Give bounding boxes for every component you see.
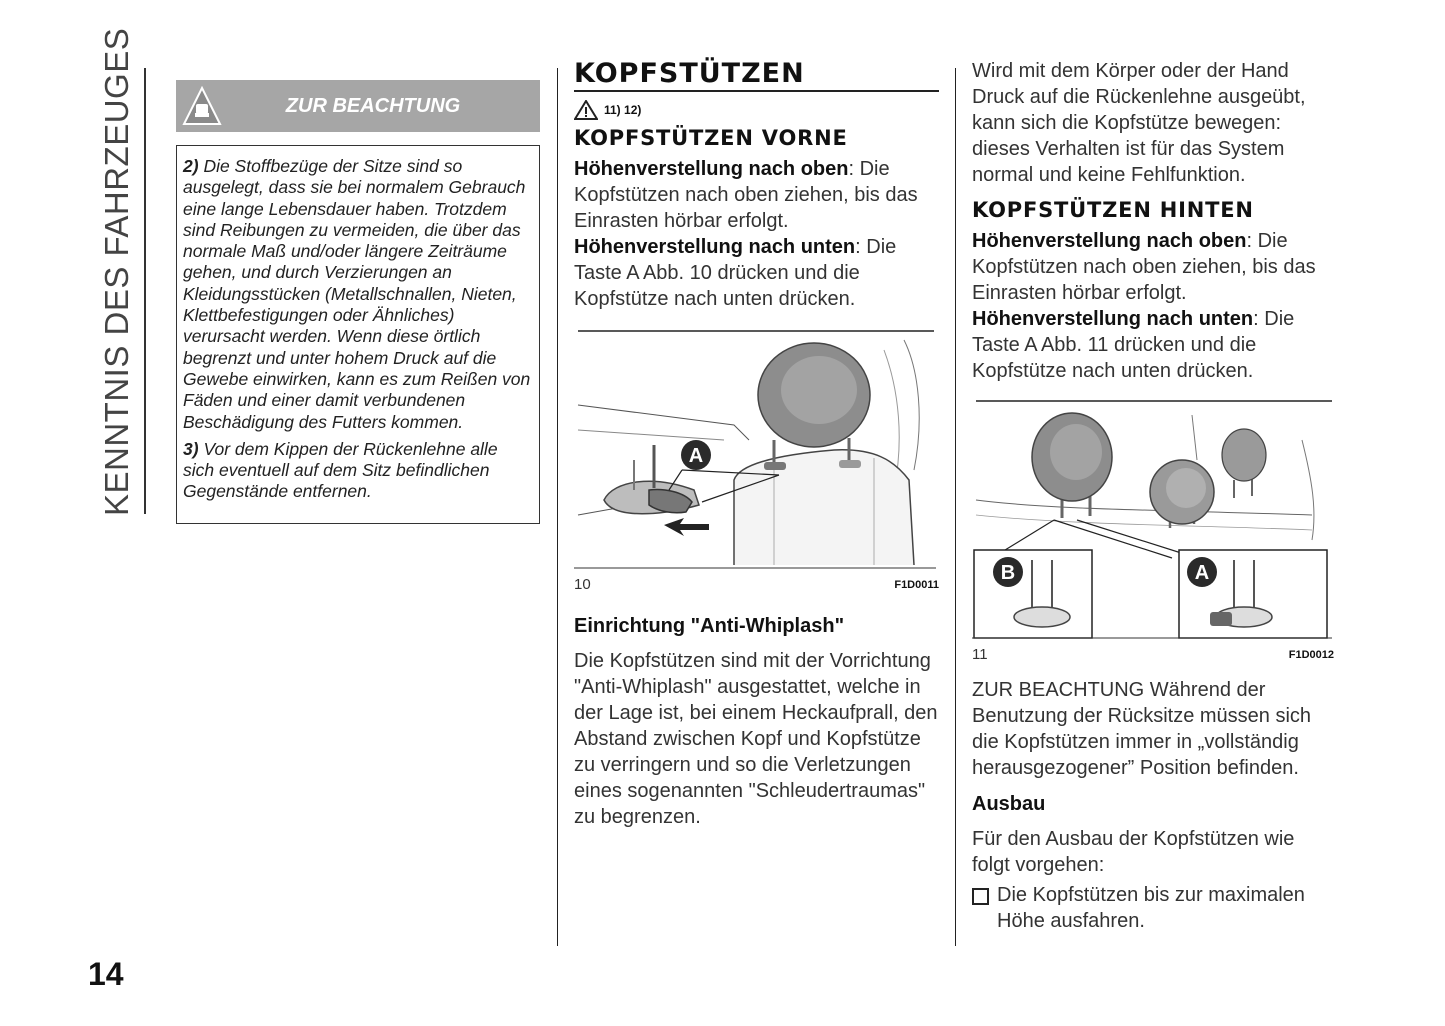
height-up-text: : Die Kopfstützen nach oben ziehen, bis das Einrasten hörbar erfolgt. [574,158,918,232]
bullet-box-icon [972,888,989,905]
figure-number: 10 [574,576,591,593]
height-up-label: Höhenverstellung nach oben [972,230,1247,252]
warning-header [176,80,540,132]
height-up-paragraph [972,228,1334,306]
height-up-paragraph [574,156,939,234]
column-divider [955,68,956,946]
reference-numbers: 11) 12) [604,103,642,117]
note-text: Vor dem Kippen der Rückenlehne alle sich eventuell auf dem Sitz befindlichen Gegenstände entfernen. [183,438,498,502]
section-heading: KOPFSTÜTZEN [574,58,939,92]
beachtung-paragraph: ZUR BEACHTUNG Während der Benutzung der Rücksitze müssen sich die Kopfstützen immer in „vollständig herausgezogener” Position befinden. [972,679,1312,779]
callout-a: A [1194,562,1210,584]
warning-note-2 [183,156,533,433]
bullet-text: Die Kopfstützen bis zur maximalen Höhe ausfahren. [997,884,1305,932]
intro-paragraph: Wird mit dem Körper oder der Hand Druck auf die Rückenlehne ausgeübt, kann sich die Kopfstütze bewegen: dieses Verhalten ist für das System normal und keine Fehlfunktion. [972,60,1306,186]
height-down-label: Höhenverstellung nach unten [972,308,1254,330]
figure-11 [972,400,1334,663]
note-number: 2) [183,156,199,176]
note-number: 3) [183,438,199,459]
height-up-label: Höhenverstellung nach oben [574,158,849,180]
warning-references [574,100,939,120]
subheading-front: KOPFSTÜTZEN VORNE [574,126,848,150]
figure-code: F1D0011 [894,578,939,591]
warning-title: ZUR BEACHTUNG [285,94,461,117]
ausbau-text: Für den Ausbau der Kopfstützen wie folgt vorgehen: [972,828,1295,876]
subheading-rear: KOPFSTÜTZEN HINTEN [972,198,1254,222]
figure-caption [574,576,939,593]
bullet-item [972,882,1334,934]
warning-box [176,145,540,524]
anti-whiplash-text: Die Kopfstützen sind mit der Vorrichtung "Anti-Whiplash" ausgestattet, welche in der Lage ist, bei einem Heckaufprall, den Abstand zwischen Kopf und Kopfstütze zu verringern und so die Verletzungen eines sogenannten "Schleudertraumas" zu begrenzen. [574,650,938,828]
height-down-text: : Die Taste A Abb. 11 drücken und die Kopfstütze nach unten drücken. [972,308,1295,382]
warning-triangle-icon [574,100,598,120]
callout-b: B [1000,562,1016,584]
figure-number: 11 [972,646,988,663]
side-divider [144,68,146,514]
front-headrest-illustration [574,330,936,570]
figure-caption [972,646,1334,663]
rear-headrest-illustration [972,400,1332,640]
warning-seat-icon [182,86,222,126]
callout-a: A [688,445,704,467]
height-down-text: : Die Taste A Abb. 10 drücken und die Kopfstütze nach unten drücken. [574,236,897,310]
height-down-label: Höhenverstellung nach unten [574,236,856,258]
height-down-paragraph [574,234,939,312]
rear-headrests-column [972,58,1334,934]
warning-note-3 [183,439,533,503]
anti-whiplash-heading: Einrichtung "Anti-Whiplash" [574,615,845,637]
figure-10 [574,330,939,593]
section-side-title: KENNTNIS DES FAHRZEUGES [98,27,135,516]
note-text: Die Stoffbezüge der Sitze sind so ausgelegt, dass sie bei normalem Gebrauch eine lange Lebensdauer haben. Trotzdem sind Reibungen zu vermeiden, die über das normale Maß und/oder längere Zeiträume gehen, und durch Verzierungen an Kleidungsstücken (Metallschnallen, Nieten, Klettbefestigungen oder Ähnliches) verursacht werden. Wenn diese örtlich begrenzt und unter hohem Druck auf die Gewebe einwirken, kann es zum Reißen von Fäden und einer damit verbundenen Beschädigung des Futters kommen. [183,156,531,432]
figure-code: F1D0012 [1288,648,1334,661]
ausbau-heading: Ausbau [972,793,1046,815]
page-number: 14 [88,956,124,992]
column-divider [557,68,558,946]
front-headrests-column [574,58,939,830]
height-up-text: : Die Kopfstützen nach oben ziehen, bis das Einrasten hörbar erfolgt. [972,230,1316,304]
height-down-paragraph [972,306,1334,384]
warning-column [176,80,540,524]
